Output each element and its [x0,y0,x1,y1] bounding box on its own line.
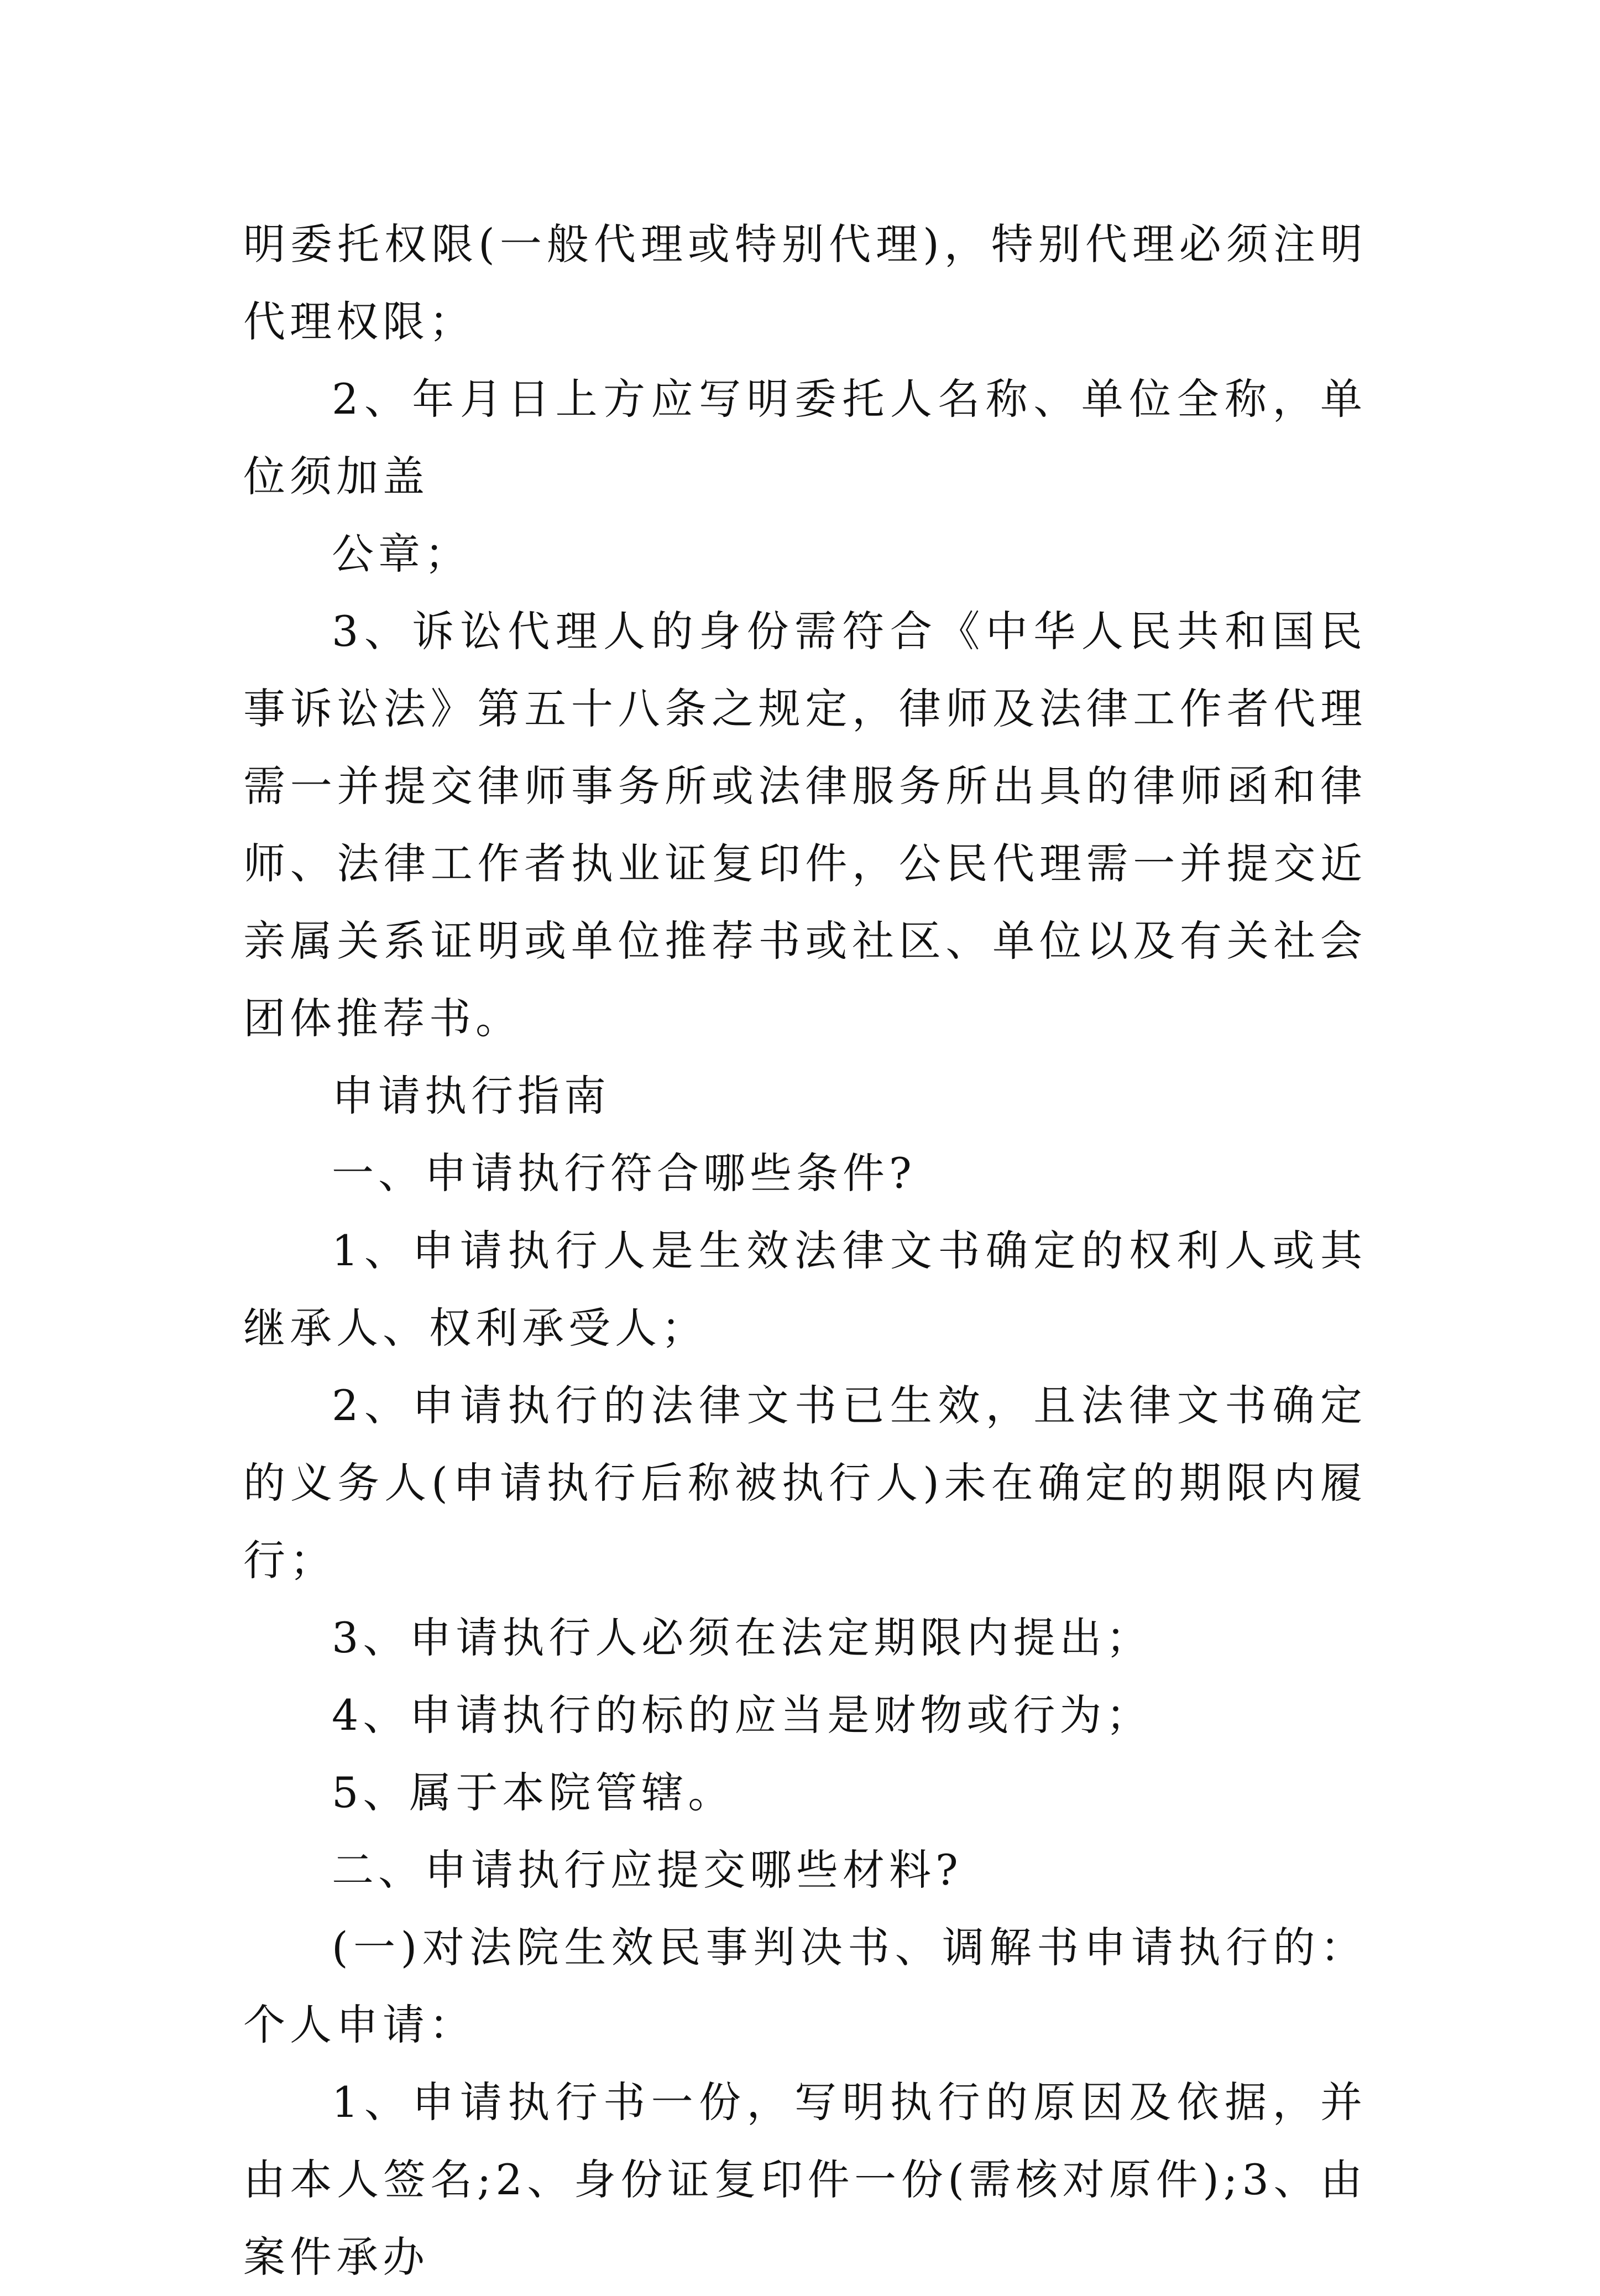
paragraph: 3、诉讼代理人的身份需符合《中华人民共和国民事诉讼法》第五十八条之规定，律师及法律工作者代理需一并提交律师事务所或法律服务所出具的律师函和律师、法律工作者执业证复印件，公民代理需一并提交近亲属关系证明或单位推荐书或社区、单位以及有关社会团体推荐书。 [243,607,1367,1043]
list-item: 2、申请执行的法律文书已生效，且法律文书确定的义务人(申请执行后称被执行人)未在确定的期限内履行； [243,1381,1367,1585]
paragraph: 2、年月日上方应写明委托人名称、单位全称，单位须加盖 [243,374,1367,501]
paragraph: (一)对法院生效民事判决书、调解书申请执行的：个人申请： [243,1923,1367,2049]
list-item: 1、申请执行人是生效法律文书确定的权利人或其继承人、权利承受人； [243,1226,1367,1353]
subsection-heading: 一、申请执行符合哪些条件? [332,1149,916,1198]
paragraph: 1、申请执行书一份，写明执行的原因及依据，并由本人签名;2、身份证复印件一份(需核对原件);3、由案件承办 [243,2078,1367,2282]
list-item: 5、属于本院管辖。 [332,1768,735,1817]
paragraph: 公章； [332,529,471,578]
document-body [243,206,1367,2296]
list-item: 4、申请执行的标的应当是财物或行为； [332,1690,1153,1740]
subsection-heading: 二、申请执行应提交哪些材料? [332,1845,963,1895]
list-item: 3、申请执行人必须在法定期限内提出； [332,1613,1153,1662]
section-heading: 申请执行指南 [332,1071,610,1120]
paragraph: 明委托权限(一般代理或特别代理)，特别代理必须注明代理权限； [243,220,1367,346]
